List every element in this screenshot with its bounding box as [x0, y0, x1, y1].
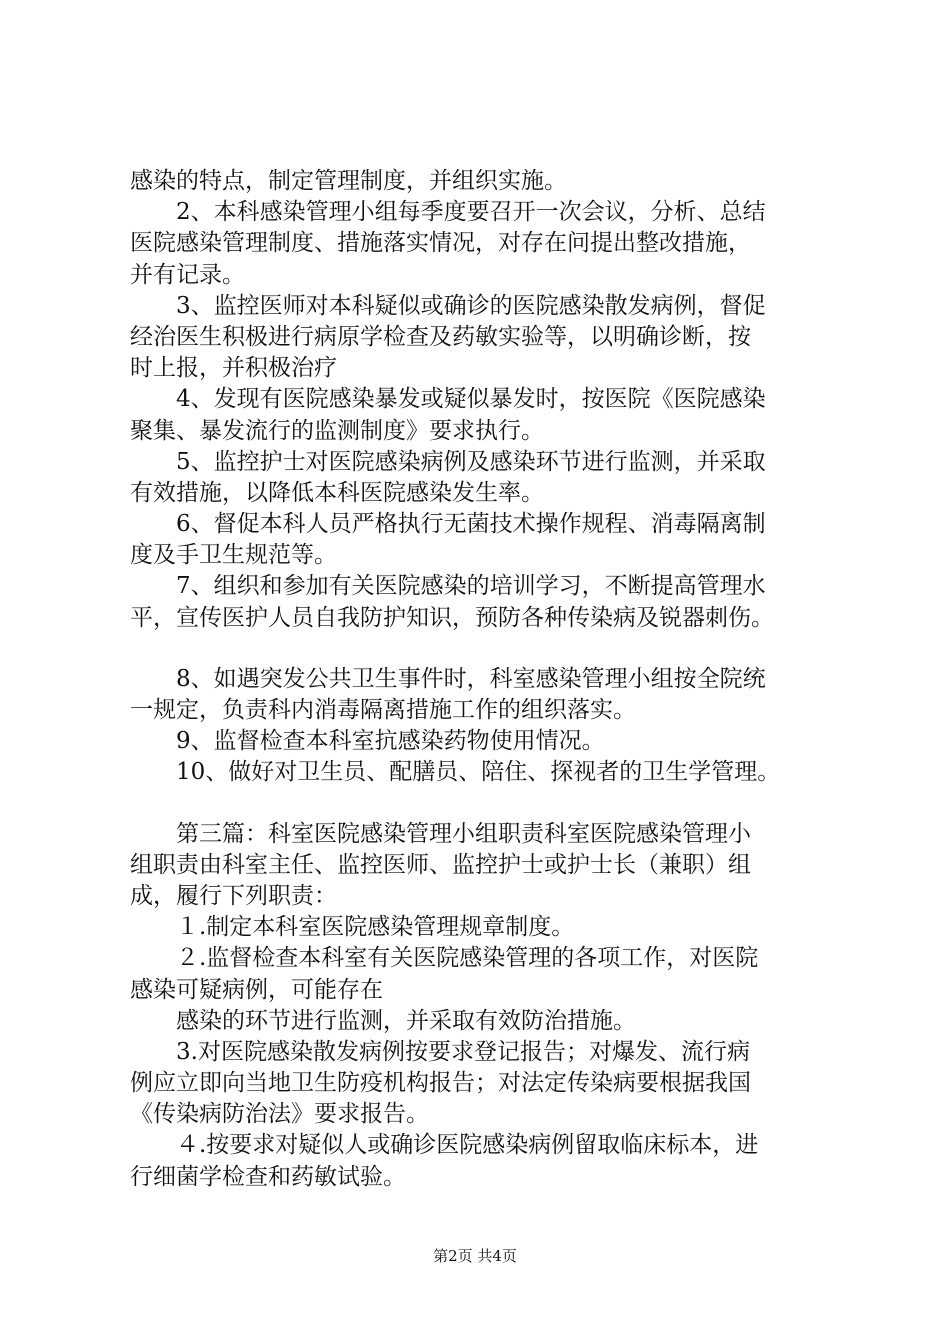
text-line: 医院感染管理制度、措施落实情况，对存在问提出整改措施，	[130, 230, 751, 257]
text-line: 3、监控医师对本科疑似或确诊的医院感染散发病例，督促	[130, 292, 766, 319]
text-line: 时上报，并积极治疗	[130, 355, 337, 382]
text-line: 4、发现有医院感染暴发或疑似暴发时，按医院《医院感染	[130, 386, 766, 413]
text-line: 有效措施，以降低本科医院感染发生率。	[130, 479, 544, 506]
document-body	[130, 166, 850, 1193]
text-line: 感染的特点，制定管理制度，并组织实施。	[130, 168, 567, 194]
text-line: 感染的环节进行监测，并采取有效防治措施。	[130, 1007, 636, 1034]
text-line: 9、监督检查本科室抗感染药物使用情况。	[130, 728, 605, 755]
text-line: 5、监控护士对医院感染病例及感染环节进行监测，并采取	[130, 448, 766, 475]
text-line: 6、督促本科人员严格执行无菌技术操作规程、消毒隔离制	[130, 511, 766, 538]
text-line: ４.按要求对疑似人或确诊医院感染病例留取临床标本，进	[130, 1132, 759, 1159]
text-line: 成，履行下列职责：	[130, 882, 337, 909]
text-line: 一规定，负责科内消毒隔离措施工作的组织落实。	[130, 697, 636, 723]
text-line: 经治医生积极进行病原学检查及药敏实验等，以明确诊断，按	[130, 323, 751, 350]
text-line: 8、如遇突发公共卫生事件时，科室感染管理小组按全院统	[130, 665, 766, 692]
text-line: 例应立即向当地卫生防疫机构报告；对法定传染病要根据我国	[130, 1070, 751, 1097]
text-line: 2、本科感染管理小组每季度要召开一次会议，分析、总结	[130, 199, 766, 226]
section-heading-line: 第三篇：科室医院感染管理小组职责科室医院感染管理小	[130, 820, 751, 847]
page-number-footer: 第2页 共4页	[433, 1247, 517, 1265]
text-line: 感染可疑病例，可能存在	[130, 976, 383, 1003]
paragraph-gap	[130, 789, 850, 819]
text-line: 10、做好对卫生员、配膳员、陪住、探视者的卫生学管理。	[130, 759, 781, 786]
paragraph-gap	[130, 634, 850, 664]
text-line: 并有记录。	[130, 261, 245, 288]
text-line: ２.监督检查本科室有关医院感染管理的各项工作，对医院	[130, 945, 759, 972]
text-line: 度及手卫生规范等。	[130, 542, 337, 569]
text-line: 7、组织和参加有关医院感染的培训学习，不断提高管理水	[130, 573, 766, 600]
text-line: 3.对医院感染散发病例按要求登记报告；对爆发、流行病	[130, 1038, 750, 1065]
text-line: 《传染病防治法》要求报告。	[130, 1101, 429, 1128]
text-line: 聚集、暴发流行的监测制度》要求执行。	[130, 417, 544, 444]
text-line: １.制定本科室医院感染管理规章制度。	[130, 914, 575, 941]
text-line: 组职责由科室主任、监控医师、监控护士或护士长（兼职）组	[130, 851, 751, 878]
text-line: 行细菌学检查和药敏试验。	[130, 1163, 406, 1190]
text-line: 平，宣传医护人员自我防护知识，预防各种传染病及锐器刺伤。	[130, 604, 774, 631]
